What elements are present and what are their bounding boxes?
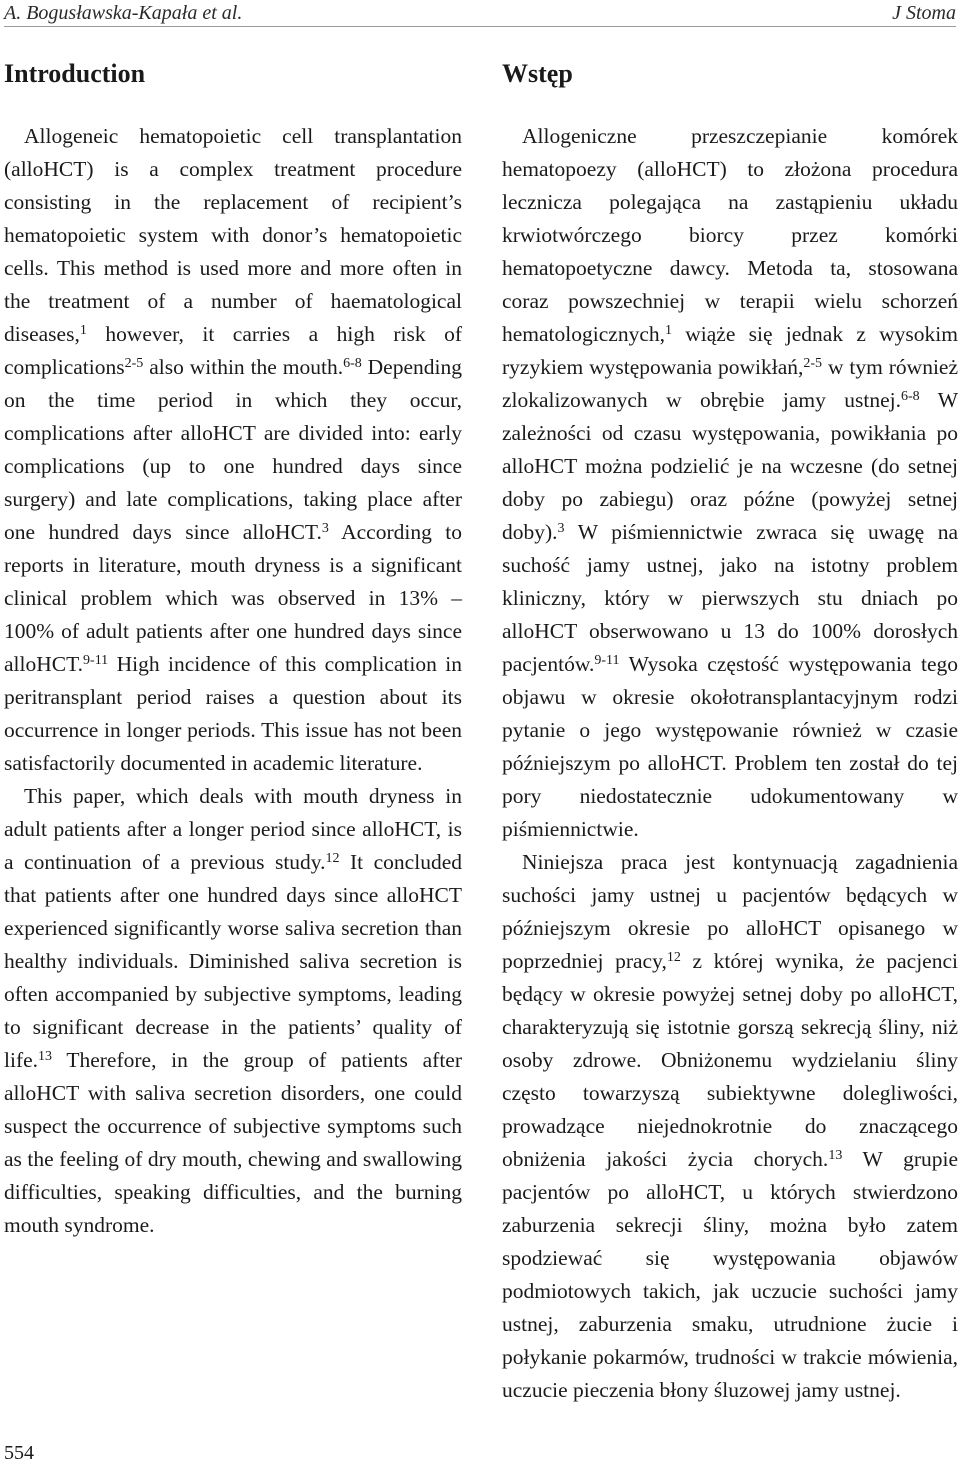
citation-ref: 6-8 <box>901 389 920 404</box>
citation-ref: 12 <box>666 950 681 965</box>
citation-ref: 2-5 <box>124 356 144 371</box>
text: High incidence of this complication in peritransplant period raises a question about its occurrence in longer periods. This issue has not been satisfactorily documented in academic literature. <box>4 652 462 775</box>
text: It concluded that patients after one hundred days since alloHCT experienced significantly worse saliva secretion than healthy individuals. Diminished saliva secretion is often accompanied by subjective symptoms, leading to significant decrease in the patients’ quality of life. <box>4 850 462 1072</box>
running-header <box>4 2 956 27</box>
section-heading-introduction: Introduction <box>4 59 146 88</box>
text: According to reports in literature, mouth dryness is a significant clinical problem which was observed in 13% – 100% of adult patients after one hundred days since alloHCT. <box>4 520 462 676</box>
page-number: 554 <box>4 1442 34 1464</box>
citation-ref: 6-8 <box>343 356 362 371</box>
text: Depending on the time period in which they occur, complications after alloHCT are divided into: early complications (up to one hundred days since surgery) and late complications, taking place after one hundred days since alloHCT. <box>4 355 462 544</box>
paragraph-pl-2 <box>502 846 958 1407</box>
paragraph-en-1 <box>4 120 462 780</box>
citation-ref: 1 <box>79 323 87 338</box>
text: Therefore, in the group of patients after alloHCT with saliva secretion disorders, one could suspect the occurrence of subjective symptoms such as the feeling of dry mouth, chewing and swallowing difficulties, speaking difficulties, and the burning mouth syndrome. <box>4 1048 462 1237</box>
text: also within the mouth. <box>143 355 344 379</box>
text: Niniejsza praca jest kontynuacją zagadnienia suchości jamy ustnej u pacjentów będących w późniejszym okresie po alloHCT opisanego w poprzedniej pracy, <box>502 850 958 973</box>
citation-ref: 9-11 <box>83 653 109 668</box>
text: however, it carries a high risk of complications <box>4 322 462 379</box>
text: Wysoka częstość występowania tego objawu w okresie okołotransplantacyjnym rodzi pytanie o jego występowanie również w czasie późniejszym po alloHCT. Problem ten został do tej pory niedostatecznie udokumentowany w piśmiennictwie. <box>502 652 958 841</box>
citation-ref: 9-11 <box>594 653 620 668</box>
text: W zależności od czasu występowania, powikłania po alloHCT można podzielić je na wczesne (do setnej doby po zabiegu) oraz późne (powyżej setnej doby). <box>502 388 958 544</box>
text: W grupie pacjentów po alloHCT, u których stwierdzono zaburzenia sekrecji śliny, można było zatem spodziewać się występowania objawów podmiotowych takich, jak uczucie suchości jamy ustnej, zaburzenia smaku, utrudnione żucie i połykanie pokarmów, trudności w trakcie mówienia, uczucie pieczenia błony śluzowej jamy ustnej. <box>502 1147 958 1402</box>
section-heading-wstep: Wstęp <box>502 59 573 88</box>
citation-ref: 13 <box>38 1049 53 1064</box>
citation-ref: 3 <box>321 521 329 536</box>
text: W piśmiennictwie zwraca się uwagę na suchość jamy ustnej, jako na istotny problem kliniczny, który w pierwszych stu dniach po alloHCT obserwowano u 13 do 100% dorosłych pacjentów. <box>502 520 958 676</box>
header-authors: A. Bogusławska-Kapała et al. <box>4 2 243 24</box>
header-journal: J Stoma <box>892 2 956 24</box>
citation-ref: 2-5 <box>803 356 823 371</box>
text: z której wynika, że pacjenci będący w okresie powyżej setnej doby po alloHCT, charakteryzują się istotnie gorszą sekrecją śliny, niż osoby zdrowe. Obniżonemu wydzielaniu śliny często towarzyszą subiektywne dolegliwości, prowadzące niejednokrotnie do znaczącego obniżenia jakości życia chorych. <box>502 949 958 1171</box>
citation-ref: 1 <box>664 323 672 338</box>
text: Allogeneic hematopoietic cell transplantation (alloHCT) is a complex treatment procedure consisting in the replacement of recipient’s hematopoietic system with donor’s hematopoietic cells. This method is used more and more often in the treatment of a number of haematological diseases, <box>4 124 462 346</box>
english-column <box>4 58 462 1242</box>
citation-ref: 13 <box>828 1148 843 1163</box>
paragraph-pl-1 <box>502 120 958 846</box>
text: Allogeniczne przeszczepianie komórek hematopoezy (alloHCT) to złożona procedura lecznicza polegająca na zastąpieniu układu krwiotwórczego biorcy przez komórki hematopoetyczne dawcy. Metoda ta, stosowana coraz powszechniej w terapii wielu schorzeń hematologicznych, <box>502 124 958 346</box>
polish-column <box>502 58 958 1407</box>
citation-ref: 12 <box>325 851 340 866</box>
text: This paper, which deals with mouth dryness in adult patients after a longer period since alloHCT, is a continuation of a previous study. <box>4 784 462 874</box>
text: w tym również zlokalizowanych w obrębie jamy ustnej. <box>502 355 958 412</box>
citation-ref: 3 <box>557 521 565 536</box>
paragraph-en-2 <box>4 780 462 1242</box>
text: wiąże się jednak z wysokim ryzykiem występowania powikłań, <box>502 322 958 379</box>
